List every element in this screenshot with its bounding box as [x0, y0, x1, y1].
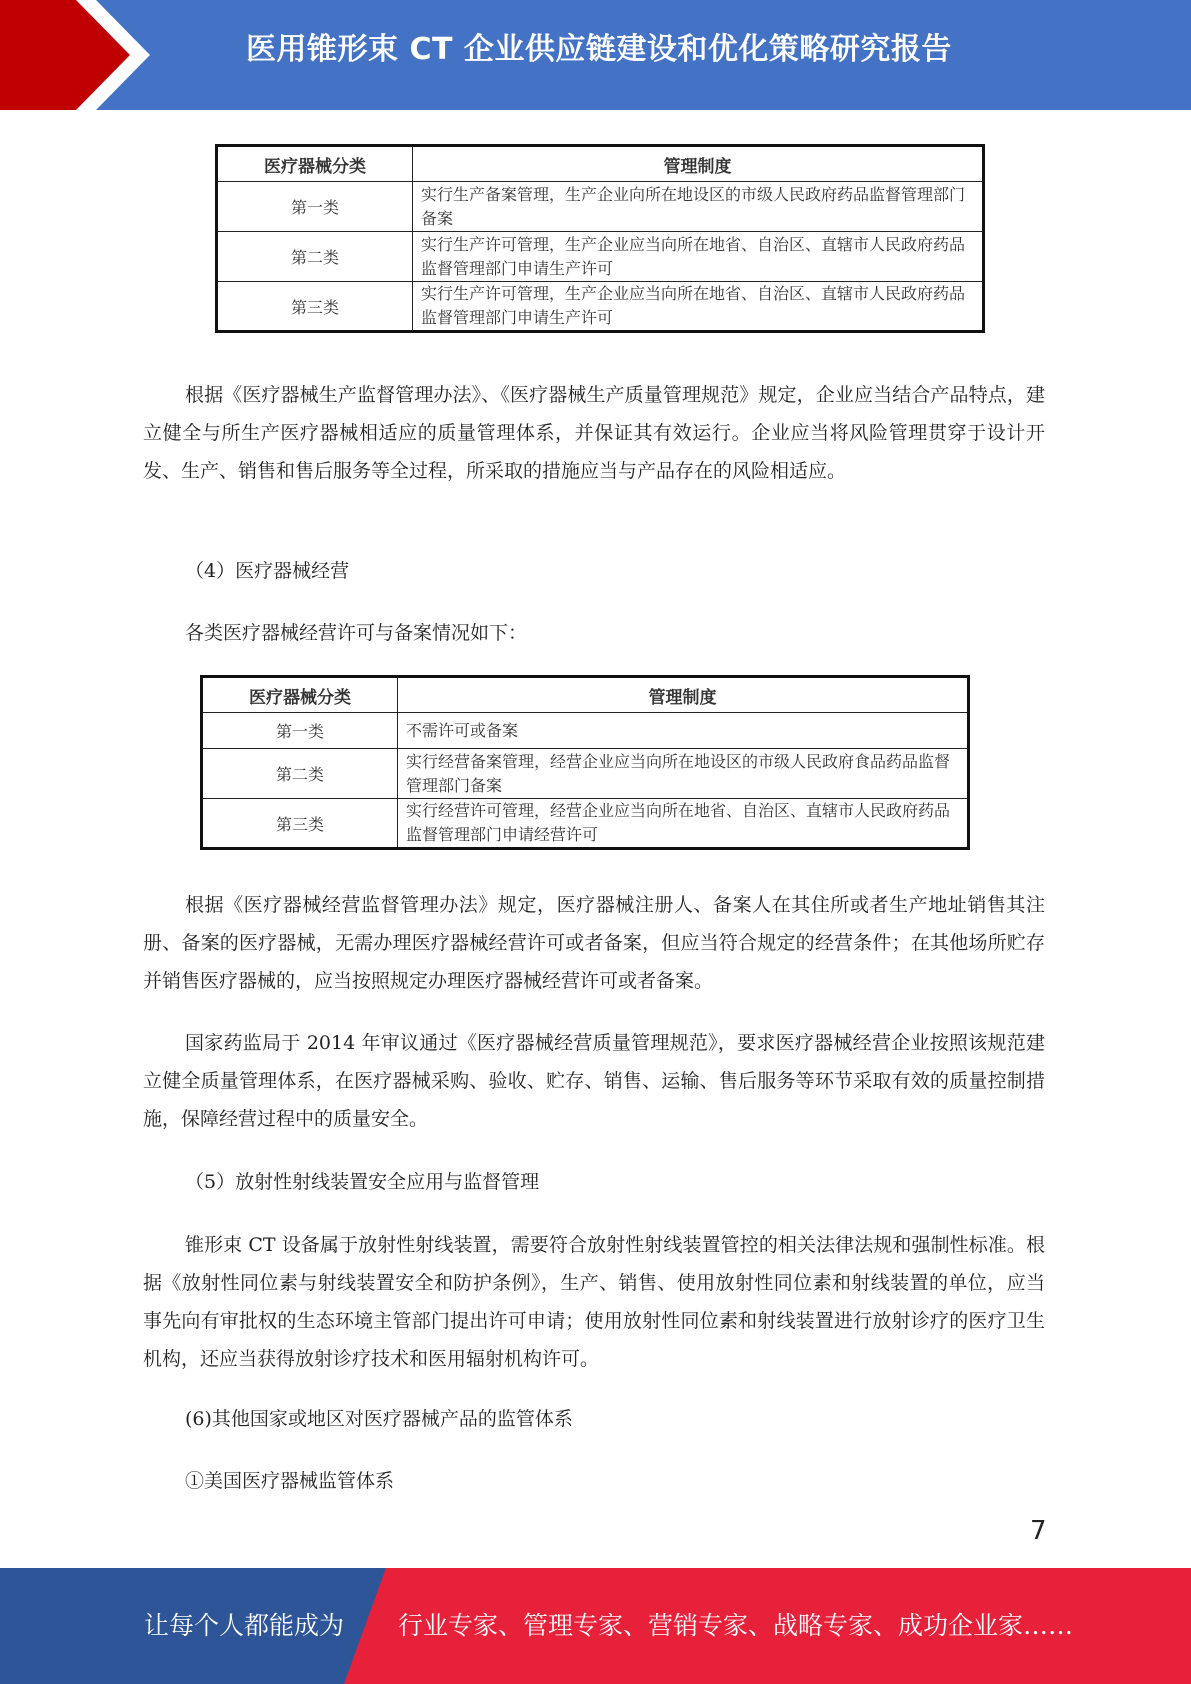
table-row: [202, 749, 969, 799]
section-heading-6: (6)其他国家或地区对医疗器械产品的监管体系: [185, 1408, 573, 1430]
column-header-policy: 管理制度: [413, 146, 984, 182]
category-cell: 第一类: [202, 713, 398, 749]
policy-cell: 实行生产许可管理，生产企业应当向所在地省、自治区、直辖市人民政府药品监督管理部门申请生产许可: [413, 232, 984, 282]
category-cell: 第二类: [217, 232, 413, 282]
policy-cell: 实行经营许可管理，经营企业应当向所在地省、自治区、直辖市人民政府药品监督管理部门申请经营许可: [398, 799, 969, 849]
header-title: 医用锥形束 CT 企业供应链建设和优化策略研究报告: [246, 32, 952, 67]
page-footer: [0, 1568, 1191, 1684]
table-row: [217, 182, 984, 232]
policy-cell: 实行经营备案管理，经营企业应当向所在地设区的市级人民政府食品药品监督管理部门备案: [398, 749, 969, 799]
paragraph-operation-rules: 根据《医疗器械经营监督管理办法》规定，医疗器械注册人、备案人在其住所或者生产地址销售其注册、备案的医疗器械，无需办理医疗器械经营许可或者备案，但应当符合规定的经营条件；在其他场所贮存并销售医疗器械的，应当按照规定办理医疗器械经营许可或者备案。: [143, 894, 1045, 992]
table-row: [202, 799, 969, 849]
paragraph-radiation-devices: 锥形束 CT 设备属于放射性射线装置，需要符合放射性射线装置管控的相关法律法规和强制性标准。根据《放射性同位素与射线装置安全和防护条例》，生产、销售、使用放射性同位素和射线装置的单位，应当事先向有审批权的生态环境主管部门提出许可申请；使用放射性同位素和射线装置进行放射诊疗的医疗卫生机构，还应当获得放射诊疗技术和医用辐射机构许可。: [143, 1234, 1045, 1370]
page-header: [0, 0, 1191, 110]
table-header-row: [217, 146, 984, 182]
paragraph-production-quality: 根据《医疗器械生产监督管理办法》、《医疗器械生产质量管理规范》规定，企业应当结合产品特点，建立健全与所生产医疗器械相适应的质量管理体系，并保证其有效运行。企业应当将风险管理贯穿于设计开发、生产、销售和售后服务等全过程，所采取的措施应当与产品存在的风险相适应。: [143, 384, 1045, 482]
intro-text-table2: 各类医疗器械经营许可与备案情况如下：: [185, 622, 528, 644]
policy-cell: 实行生产备案管理，生产企业向所在地设区的市级人民政府药品监督管理部门备案: [413, 182, 984, 232]
section-heading-us-regulation: ①美国医疗器械监管体系: [185, 1470, 395, 1492]
category-cell: 第二类: [202, 749, 398, 799]
footer-slogan-right: 行业专家、管理专家、营销专家、战略专家、成功企业家……: [398, 1611, 1074, 1640]
category-cell: 第三类: [217, 282, 413, 332]
section-heading-5: （5）放射性射线装置安全应用与监督管理: [185, 1171, 540, 1193]
column-header-category: 医疗器械分类: [217, 146, 413, 182]
table-header-row: [202, 677, 969, 713]
policy-cell: 不需许可或备案: [398, 713, 969, 749]
column-header-category: 医疗器械分类: [202, 677, 398, 713]
section-heading-4: （4）医疗器械经营: [185, 560, 350, 582]
paragraph-quality-standard: 国家药监局于 2014 年审议通过《医疗器械经营质量管理规范》，要求医疗器械经营企业按照该规范建立健全质量管理体系，在医疗器械采购、验收、贮存、销售、运输、售后服务等环节采取有效的质量控制措施，保障经营过程中的质量安全。: [143, 1032, 1045, 1130]
policy-cell: 实行生产许可管理，生产企业应当向所在地省、自治区、直辖市人民政府药品监督管理部门申请生产许可: [413, 282, 984, 332]
table-row: [202, 713, 969, 749]
operation-classification-table: [200, 675, 970, 850]
table-row: [217, 232, 984, 282]
footer-slogan-left: 让每个人都能成为: [144, 1611, 345, 1640]
production-classification-table: [215, 144, 985, 333]
category-cell: 第三类: [202, 799, 398, 849]
table-row: [217, 282, 984, 332]
column-header-policy: 管理制度: [398, 677, 969, 713]
page-number: 7: [1030, 1516, 1047, 1546]
category-cell: 第一类: [217, 182, 413, 232]
